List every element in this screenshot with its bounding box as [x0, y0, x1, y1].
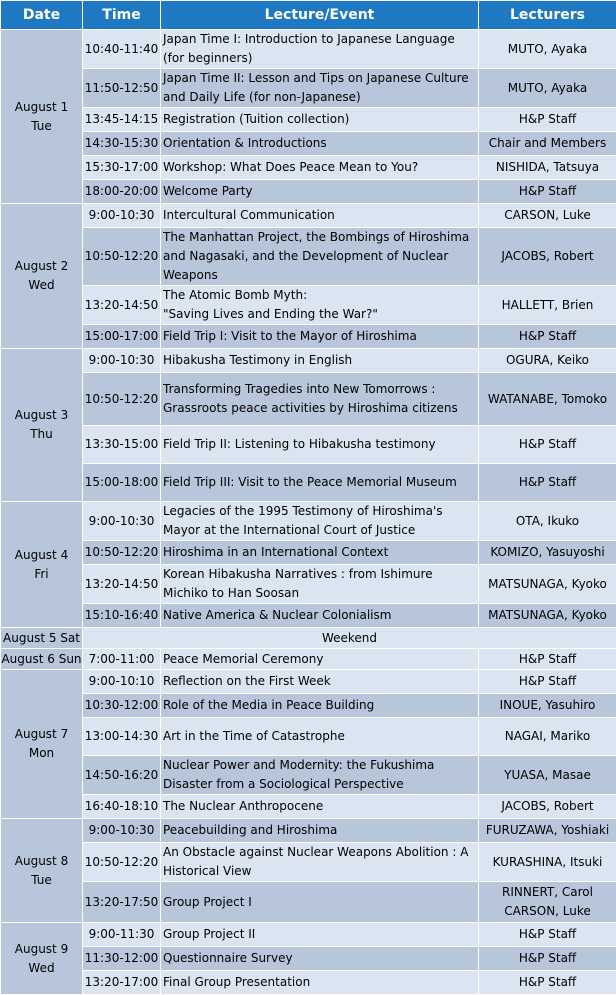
lecturers-cell: H&P Staff	[479, 325, 616, 349]
schedule-row	[1, 604, 616, 628]
schedule-row	[1, 843, 616, 882]
lecturers-cell: MATSUNAGA, Kyoko	[479, 604, 616, 628]
header-row	[1, 1, 616, 30]
time-cell: 10:50-12:20	[83, 373, 161, 426]
lecturers-cell: KOMIZO, Yasuyoshi	[479, 541, 616, 565]
lecturers-cell: NAGAI, Mariko	[479, 718, 616, 756]
time-cell: 10:50-12:20	[83, 541, 161, 565]
header-date: Date	[1, 1, 83, 30]
lecturers-cell: CARSON, Luke	[479, 204, 616, 228]
schedule-row	[1, 502, 616, 541]
lecturers-cell: KURASHINA, Itsuki	[479, 843, 616, 882]
lecturers-cell: JACOBS, Robert	[479, 795, 616, 819]
header-lecture: Lecture/Event	[161, 1, 479, 30]
time-cell: 9:00-10:30	[83, 502, 161, 541]
lecturers-cell: H&P Staff	[479, 108, 616, 132]
lecturers-cell: JACOBS, Robert	[479, 228, 616, 286]
lecture-cell: Legacies of the 1995 Testimony of Hiroshima's Mayor at the International Court of Justice	[161, 502, 479, 541]
weekday-label: Wed	[1, 959, 82, 978]
aug6-row	[1, 649, 616, 670]
header-time: Time	[83, 1, 161, 30]
schedule-row	[1, 30, 616, 69]
time-cell: 15:00-17:00	[83, 325, 161, 349]
lecturers-cell: Chair and Members	[479, 132, 616, 156]
date-label: August 3	[1, 406, 82, 425]
time-cell: 10:50-12:20	[83, 843, 161, 882]
schedule-row	[1, 69, 616, 108]
lecture-cell: Workshop: What Does Peace Mean to You?	[161, 156, 479, 180]
aug6-lecturers: H&P Staff	[479, 649, 616, 670]
date-cell	[1, 30, 83, 204]
time-cell: 13:00-14:30	[83, 718, 161, 756]
date-label: August 8	[1, 852, 82, 871]
date-cell	[1, 204, 83, 349]
time-cell: 9:00-10:10	[83, 670, 161, 694]
lecturers-cell: MATSUNAGA, Kyoko	[479, 565, 616, 604]
lecturers-cell: H&P Staff	[479, 670, 616, 694]
time-cell: 18:00-20:00	[83, 180, 161, 204]
lecturers-cell: FURUZAWA, Yoshiaki	[479, 819, 616, 843]
schedule-row	[1, 718, 616, 756]
time-cell: 13:20-14:50	[83, 286, 161, 325]
schedule-row	[1, 971, 616, 995]
lecturers-cell: WATANABE, Tomoko	[479, 373, 616, 426]
lecturers-cell: INOUE, Yasuhiro	[479, 694, 616, 718]
time-cell: 9:00-11:30	[83, 923, 161, 947]
lecturers-cell: MUTO, Ayaka	[479, 69, 616, 108]
time-cell: 13:20-17:00	[83, 971, 161, 995]
time-cell: 13:30-15:00	[83, 426, 161, 464]
lecture-cell: Native America & Nuclear Colonialism	[161, 604, 479, 628]
lecture-cell: Peacebuilding and Hiroshima	[161, 819, 479, 843]
lecturers-cell: NISHIDA, Tatsuya	[479, 156, 616, 180]
lecturers-cell: H&P Staff	[479, 947, 616, 971]
lecture-cell: Transforming Tragedies into New Tomorrows : Grassroots peace activities by Hiroshima citizens	[161, 373, 479, 426]
time-cell: 11:50-12:50	[83, 69, 161, 108]
schedule-row	[1, 228, 616, 286]
time-cell: 15:30-17:00	[83, 156, 161, 180]
lecture-cell: Field Trip II: Listening to Hibakusha testimony	[161, 426, 479, 464]
aug6-lecture: Peace Memorial Ceremony	[161, 649, 479, 670]
date-cell	[1, 349, 83, 502]
schedule-row	[1, 108, 616, 132]
schedule-row	[1, 204, 616, 228]
time-cell: 15:00-18:00	[83, 464, 161, 502]
schedule-row	[1, 541, 616, 565]
date-cell	[1, 923, 83, 995]
schedule-row	[1, 694, 616, 718]
aug6-time: 7:00-11:00	[83, 649, 161, 670]
time-cell: 9:00-10:30	[83, 819, 161, 843]
lecturers-cell: RINNERT, Carol CARSON, Luke	[479, 882, 616, 923]
lecturers-cell: H&P Staff	[479, 180, 616, 204]
weekday-label: Wed	[1, 276, 82, 295]
time-cell: 13:45-14:15	[83, 108, 161, 132]
weekday-label: Tue	[1, 871, 82, 890]
schedule-row	[1, 923, 616, 947]
lecture-cell: Hiroshima in an International Context	[161, 541, 479, 565]
lecturers-cell: OGURA, Keiko	[479, 349, 616, 373]
schedule-row	[1, 819, 616, 843]
lecture-cell: Japan Time II: Lesson and Tips on Japanese Culture and Daily Life (for non-Japanese)	[161, 69, 479, 108]
lecture-cell: Nuclear Power and Modernity: the Fukushima Disaster from a Sociological Perspective	[161, 756, 479, 795]
lecture-cell: Hibakusha Testimony in English	[161, 349, 479, 373]
aug6-date: August 6 Sun	[1, 649, 83, 670]
schedule-row	[1, 947, 616, 971]
lecture-cell: Korean Hibakusha Narratives : from Ishimure Michiko to Han Soosan	[161, 565, 479, 604]
time-cell: 13:20-14:50	[83, 565, 161, 604]
lecture-cell: Questionnaire Survey	[161, 947, 479, 971]
lecturers-cell: H&P Staff	[479, 426, 616, 464]
schedule-row	[1, 325, 616, 349]
time-cell: 14:50-16:20	[83, 756, 161, 795]
schedule-row	[1, 132, 616, 156]
lecture-cell: Reflection on the First Week	[161, 670, 479, 694]
date-label: August 1	[1, 98, 82, 117]
weekend-date: August 5 Sat	[1, 628, 83, 649]
time-cell: 10:30-12:00	[83, 694, 161, 718]
weekend-row	[1, 628, 616, 649]
time-cell: 9:00-10:30	[83, 204, 161, 228]
time-cell: 9:00-10:30	[83, 349, 161, 373]
weekend-label: Weekend	[83, 628, 616, 649]
weekday-label: Tue	[1, 117, 82, 136]
time-cell: 13:20-17:50	[83, 882, 161, 923]
lecture-cell: Intercultural Communication	[161, 204, 479, 228]
lecturers-cell: YUASA, Masae	[479, 756, 616, 795]
time-cell: 16:40-18:10	[83, 795, 161, 819]
lecture-cell: The Manhattan Project, the Bombings of Hiroshima and Nagasaki, and the Development of Nuclear Weapons	[161, 228, 479, 286]
time-cell: 11:30-12:00	[83, 947, 161, 971]
lecture-cell: Japan Time I: Introduction to Japanese Language (for beginners)	[161, 30, 479, 69]
schedule-row	[1, 670, 616, 694]
date-label: August 9	[1, 940, 82, 959]
schedule-row	[1, 882, 616, 923]
lecturers-cell: H&P Staff	[479, 923, 616, 947]
date-cell	[1, 819, 83, 923]
lecture-cell: Welcome Party	[161, 180, 479, 204]
schedule-row	[1, 756, 616, 795]
lecturers-cell: HALLETT, Brien	[479, 286, 616, 325]
lecture-cell: The Atomic Bomb Myth: "Saving Lives and Ending the War?"	[161, 286, 479, 325]
weekday-label: Fri	[1, 565, 82, 584]
date-cell	[1, 670, 83, 819]
schedule-row	[1, 565, 616, 604]
lecturers-cell: MUTO, Ayaka	[479, 30, 616, 69]
schedule-row	[1, 286, 616, 325]
schedule-row	[1, 156, 616, 180]
date-label: August 4	[1, 546, 82, 565]
lecture-cell: The Nuclear Anthropocene	[161, 795, 479, 819]
lecture-cell: Registration (Tuition collection)	[161, 108, 479, 132]
lecture-cell: Orientation & Introductions	[161, 132, 479, 156]
schedule-row	[1, 795, 616, 819]
lecture-cell: An Obstacle against Nuclear Weapons Abolition : A Historical View	[161, 843, 479, 882]
weekday-label: Thu	[1, 425, 82, 444]
weekday-label: Mon	[1, 744, 82, 763]
date-label: August 7	[1, 725, 82, 744]
time-cell: 10:40-11:40	[83, 30, 161, 69]
lecture-cell: Art in the Time of Catastrophe	[161, 718, 479, 756]
header-lecturers: Lecturers	[479, 1, 616, 30]
lecture-cell: Field Trip I: Visit to the Mayor of Hiroshima	[161, 325, 479, 349]
schedule-row	[1, 464, 616, 502]
lecture-cell: Role of the Media in Peace Building	[161, 694, 479, 718]
date-label: August 2	[1, 257, 82, 276]
schedule-row	[1, 426, 616, 464]
schedule-row	[1, 349, 616, 373]
time-cell: 15:10-16:40	[83, 604, 161, 628]
lecture-cell: Group Project II	[161, 923, 479, 947]
time-cell: 10:50-12:20	[83, 228, 161, 286]
date-cell	[1, 502, 83, 628]
schedule-row	[1, 373, 616, 426]
lecturers-cell: OTA, Ikuko	[479, 502, 616, 541]
schedule-row	[1, 180, 616, 204]
lecture-cell: Field Trip III: Visit to the Peace Memorial Museum	[161, 464, 479, 502]
time-cell: 14:30-15:30	[83, 132, 161, 156]
lecturers-cell: H&P Staff	[479, 464, 616, 502]
lecture-cell: Group Project I	[161, 882, 479, 923]
lecture-cell: Final Group Presentation	[161, 971, 479, 995]
lecturers-cell: H&P Staff	[479, 971, 616, 995]
